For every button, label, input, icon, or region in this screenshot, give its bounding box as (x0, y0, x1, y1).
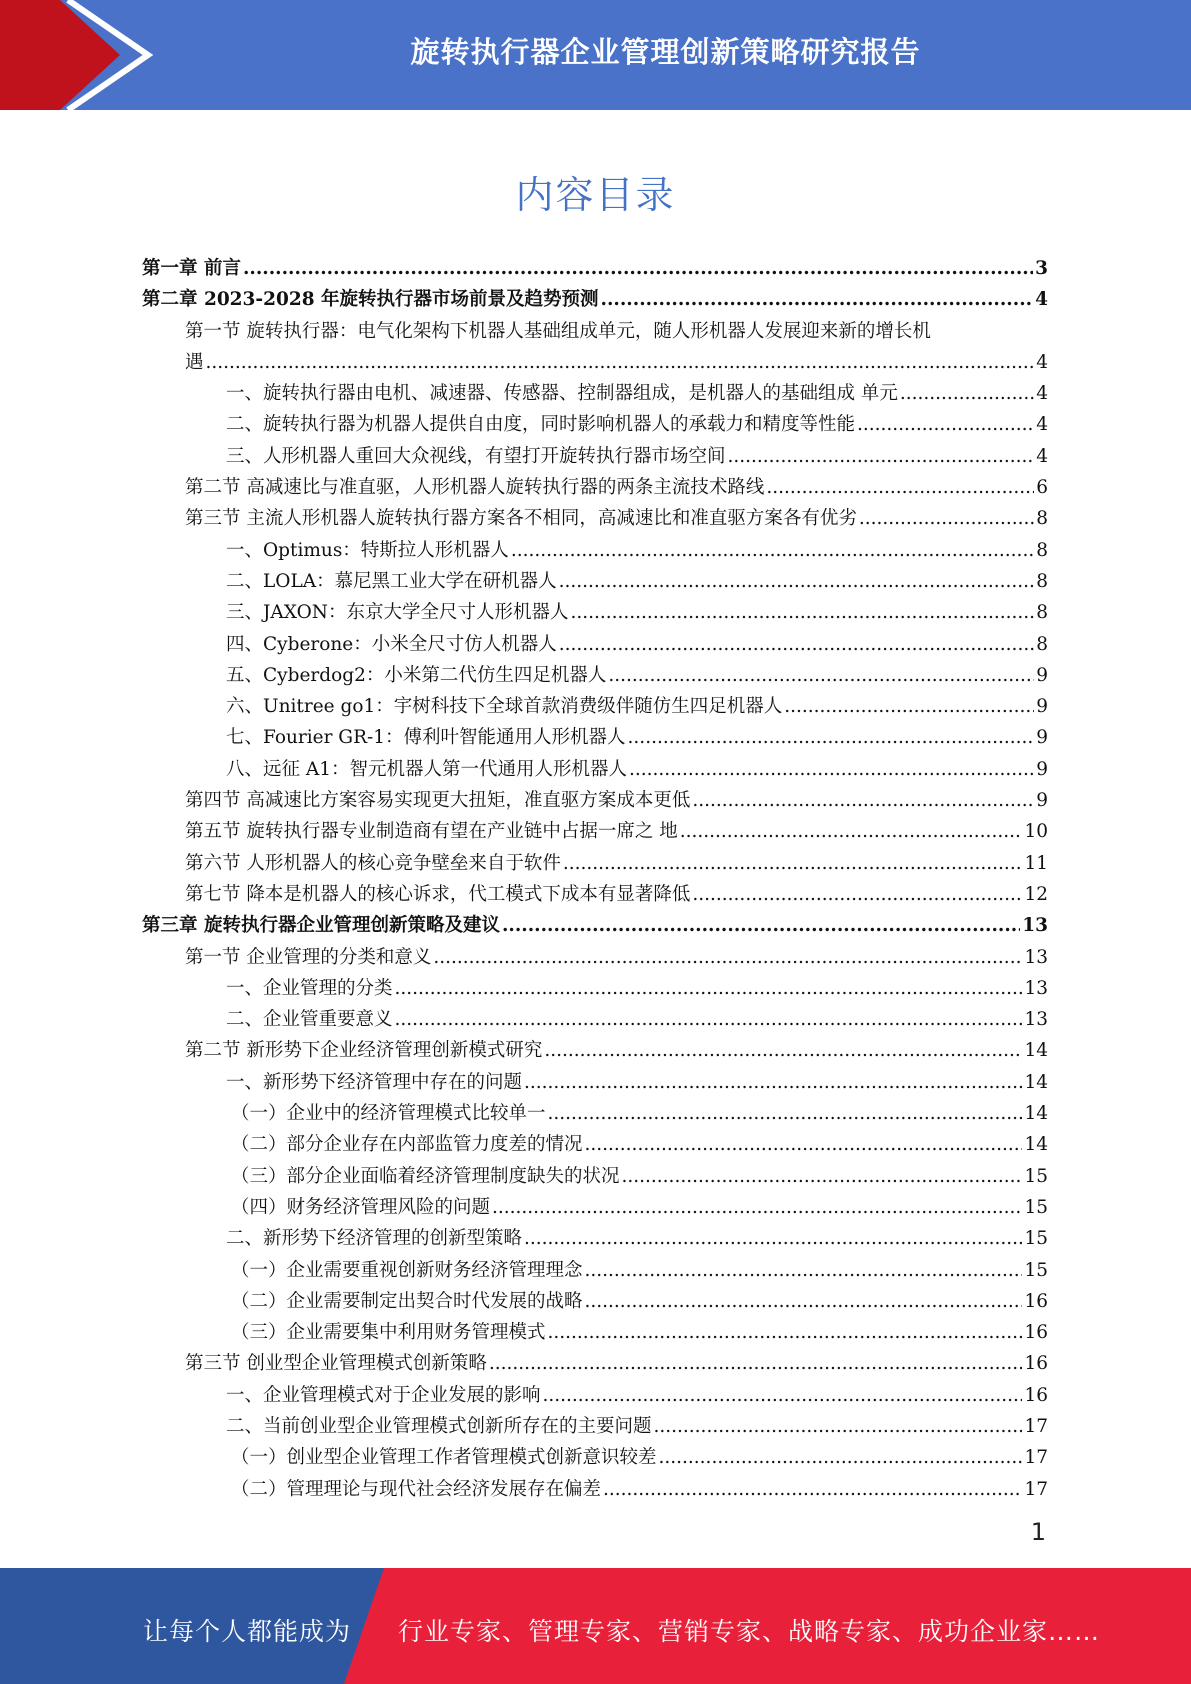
page-number: 1 (1030, 1518, 1046, 1546)
dot-leader (659, 1442, 1023, 1473)
toc-entry-page: 12 (1024, 883, 1048, 905)
dot-leader (654, 1411, 1023, 1442)
toc-entry-page: 16 (1024, 1353, 1048, 1375)
toc-entry-page: 9 (1036, 790, 1048, 812)
toc-entry-page: 13 (1024, 977, 1048, 999)
toc-entry-text: 二、LOLA：慕尼黑工业大学在研机器人 (226, 570, 557, 592)
toc-entry[interactable] (142, 378, 1048, 409)
dot-leader (857, 409, 1034, 440)
dot-leader (601, 284, 1034, 315)
toc-entry-page: 13 (1022, 915, 1048, 937)
toc-entry-text: 二、企业管重要意义 (226, 1009, 393, 1031)
toc-entry-text: 一、旋转执行器由电机、减速器、传感器、控制器组成，是机器人的基础组成 单元 (226, 383, 898, 405)
toc-entry-text: （二）企业需要制定出契合时代发展的战略 (231, 1290, 583, 1312)
dot-leader (622, 1161, 1023, 1192)
toc-entry[interactable] (142, 879, 1048, 910)
toc-entry-text: 一、企业管理模式对于企业发展的影响 (226, 1384, 541, 1406)
toc-entry-page: 4 (1036, 445, 1048, 467)
toc-entry[interactable] (142, 1317, 1048, 1348)
toc-entry-text: 一、新形势下经济管理中存在的问题 (226, 1071, 523, 1093)
toc-entry[interactable] (142, 848, 1048, 879)
toc-entry-page: 13 (1024, 1009, 1048, 1031)
toc-entry-text: 七、Fourier GR-1：傅利叶智能通用人形机器人 (226, 727, 626, 749)
toc-entry-page: 14 (1024, 1071, 1048, 1093)
dot-leader (524, 1223, 1022, 1254)
toc-entry[interactable] (142, 816, 1048, 847)
dot-leader (511, 535, 1034, 566)
toc-entry[interactable] (142, 441, 1048, 472)
dot-leader (859, 503, 1034, 534)
toc-entry-page: 4 (1036, 351, 1048, 373)
dot-leader (692, 879, 1022, 910)
toc-entry-page: 4 (1036, 383, 1048, 405)
toc-entry-text: 第一节 企业管理的分类和意义 (185, 946, 432, 968)
toc-entry[interactable] (142, 1380, 1048, 1411)
toc-entry-text: （四）财务经济管理风险的问题 (231, 1196, 491, 1218)
toc-entry-page: 17 (1024, 1478, 1048, 1500)
toc-entry-text: 六、Unitree go1：宇树科技下全球首款消费级伴随仿生四足机器人 (226, 696, 783, 718)
toc-entry[interactable] (142, 597, 1048, 628)
toc-entry[interactable] (142, 942, 1048, 973)
toc-entry[interactable] (142, 1161, 1048, 1192)
toc-entry-text: 三、JAXON：东京大学全尺寸人形机器人 (226, 602, 569, 624)
dot-leader (502, 910, 1020, 941)
toc-entry[interactable] (142, 629, 1048, 660)
toc-entry[interactable] (142, 1223, 1048, 1254)
dot-leader (900, 378, 1034, 409)
toc-entry-page: 8 (1036, 570, 1048, 592)
toc-entry-text: 三、人形机器人重回大众视线，有望打开旋转执行器市场空间 (226, 445, 726, 467)
toc-entry-text-continued: 遇 (185, 351, 204, 373)
toc-entry-text: 第五节 旋转执行器专业制造商有望在产业链中占据一席之 地 (185, 821, 678, 843)
toc-entry[interactable] (142, 1348, 1048, 1379)
toc-entry[interactable] (142, 722, 1048, 753)
toc-entry-page: 17 (1024, 1447, 1048, 1469)
toc-entry[interactable] (142, 1004, 1048, 1035)
dot-leader (433, 942, 1022, 973)
toc-entry-page: 4 (1035, 289, 1048, 311)
toc-entry-page: 10 (1024, 821, 1048, 843)
toc-entry-text: （二）管理理论与现代社会经济发展存在偏差 (231, 1478, 602, 1500)
toc-entry-page: 8 (1036, 633, 1048, 655)
toc-entry-page: 8 (1036, 508, 1048, 530)
dot-leader (603, 1474, 1022, 1505)
toc-entry-text: 四、Cyberone：小米全尺寸仿人机器人 (226, 633, 557, 655)
toc-title: 内容目录 (515, 173, 676, 217)
toc-entry[interactable] (142, 754, 1048, 785)
toc-entry-text: 二、新形势下经济管理的创新型策略 (226, 1228, 523, 1250)
table-of-contents (142, 253, 1048, 1505)
toc-entry-page: 4 (1036, 414, 1048, 436)
toc-entry-text: 第二章 2023-2028 年旋转执行器市场前景及趋势预测 (142, 289, 599, 311)
dot-leader (608, 660, 1034, 691)
toc-chapter-entry[interactable] (142, 253, 1048, 284)
toc-entry-text: 五、Cyberdog2：小米第二代仿生四足机器人 (226, 664, 607, 686)
dot-leader (395, 973, 1023, 1004)
dot-leader (563, 848, 1023, 879)
toc-entry[interactable] (142, 566, 1048, 597)
dot-leader (559, 629, 1034, 660)
dot-leader (548, 1317, 1023, 1348)
toc-entry-page: 9 (1036, 758, 1048, 780)
toc-entry-page: 15 (1024, 1165, 1048, 1187)
toc-entry-text: （二）部分企业存在内部监管力度差的情况 (231, 1134, 583, 1156)
toc-entry[interactable] (142, 472, 1048, 503)
dot-leader (728, 441, 1035, 472)
toc-entry-text: 第三节 主流人形机器人旋转执行器方案各不相同，高减速比和准直驱方案各有优劣 (185, 508, 857, 530)
toc-entry-text: 第一节 旋转执行器：电气化架构下机器人基础组成单元，随人形机器人发展迎来新的增长机 (185, 320, 931, 342)
toc-entry[interactable] (142, 691, 1048, 722)
toc-entry-text: 一、Optimus：特斯拉人形机器人 (226, 539, 509, 561)
toc-entry-text: 第三章 旋转执行器企业管理创新策略及建议 (142, 915, 500, 937)
toc-entry-text: （三）部分企业面临着经济管理制度缺失的状况 (231, 1165, 620, 1187)
toc-entry[interactable] (142, 1442, 1048, 1473)
toc-entry[interactable] (142, 973, 1048, 1004)
toc-entry[interactable] (142, 1474, 1048, 1505)
toc-entry[interactable] (142, 1411, 1048, 1442)
toc-entry-page: 11 (1024, 852, 1048, 874)
toc-entry[interactable] (142, 1035, 1048, 1066)
header-banner (0, 0, 1191, 110)
toc-entry[interactable] (142, 785, 1048, 816)
toc-entry-text: 第三节 创业型企业管理模式创新策略 (185, 1353, 487, 1375)
toc-entry-text: 第二节 新形势下企业经济管理创新模式研究 (185, 1040, 543, 1062)
toc-entry-text: （一）企业中的经济管理模式比较单一 (231, 1103, 546, 1125)
toc-entry-page: 14 (1024, 1134, 1048, 1156)
dot-leader (524, 1067, 1022, 1098)
header-title: 旋转执行器企业管理创新策略研究报告 (410, 35, 921, 69)
dot-leader (489, 1348, 1023, 1379)
dot-leader (629, 754, 1034, 785)
dot-leader (585, 1286, 1023, 1317)
toc-entry[interactable] (142, 1067, 1048, 1098)
toc-entry-page: 8 (1036, 539, 1048, 561)
toc-entry-text: 八、远征 A1：智元机器人第一代通用人形机器人 (226, 758, 628, 780)
toc-chapter-entry[interactable] (142, 910, 1048, 941)
dot-leader (543, 1380, 1023, 1411)
toc-entry-page: 16 (1024, 1290, 1048, 1312)
toc-entry[interactable] (142, 409, 1048, 440)
toc-entry-text: 第六节 人形机器人的核心竞争壁垒来自于软件 (185, 852, 561, 874)
toc-entry[interactable] (142, 316, 1048, 379)
toc-entry[interactable] (142, 1192, 1048, 1223)
toc-entry-page: 14 (1024, 1040, 1048, 1062)
toc-entry-page: 3 (1035, 258, 1048, 279)
dot-leader (570, 597, 1034, 628)
dot-leader (585, 1255, 1023, 1286)
toc-entry-text: （三）企业需要集中利用财务管理模式 (231, 1322, 546, 1344)
toc-entry[interactable] (142, 1255, 1048, 1286)
toc-entry-page: 16 (1024, 1322, 1048, 1344)
dot-leader (492, 1192, 1022, 1223)
dot-leader (784, 691, 1034, 722)
toc-chapter-entry[interactable] (142, 284, 1048, 315)
toc-entry-text: 第七节 降本是机器人的核心诉求，代工模式下成本有显著降低 (185, 883, 691, 905)
toc-entry[interactable] (142, 1129, 1048, 1160)
toc-entry-page: 15 (1024, 1259, 1048, 1281)
dot-leader (692, 785, 1034, 816)
dot-leader (395, 1004, 1023, 1035)
dot-leader (585, 1129, 1023, 1160)
toc-entry-text: 第一章 前言 (142, 258, 241, 279)
toc-entry-page: 14 (1024, 1103, 1048, 1125)
toc-entry-page: 9 (1036, 727, 1048, 749)
dot-leader (628, 722, 1035, 753)
toc-entry-page: 15 (1024, 1196, 1048, 1218)
toc-entry-page: 6 (1036, 477, 1048, 499)
toc-entry[interactable] (142, 535, 1048, 566)
toc-entry-page: 13 (1024, 946, 1048, 968)
dot-leader (766, 472, 1034, 503)
dot-leader (680, 816, 1023, 847)
toc-entry[interactable] (142, 503, 1048, 534)
footer-banner (0, 1568, 1191, 1684)
toc-entry-page: 15 (1024, 1228, 1048, 1250)
dot-leader (544, 1035, 1022, 1066)
toc-entry-text: 二、当前创业型企业管理模式创新所存在的主要问题 (226, 1415, 652, 1437)
dot-leader (243, 253, 1033, 284)
toc-entry-page: 8 (1036, 602, 1048, 624)
dot-leader (548, 1098, 1023, 1129)
dot-leader (206, 347, 1035, 378)
toc-entry-text: （一）企业需要重视创新财务经济管理理念 (231, 1259, 583, 1281)
footer-slogan-left: 让每个人都能成为 (143, 1617, 352, 1646)
toc-entry[interactable] (142, 660, 1048, 691)
toc-entry-text: 第四节 高减速比方案容易实现更大扭矩，准直驱方案成本更低 (185, 790, 691, 812)
toc-entry-page: 9 (1036, 696, 1048, 718)
toc-entry-text: 一、企业管理的分类 (226, 977, 393, 999)
toc-entry-page: 17 (1024, 1415, 1048, 1437)
toc-entry-page: 9 (1036, 664, 1048, 686)
dot-leader (559, 566, 1035, 597)
toc-entry-text: 第二节 高减速比与准直驱，人形机器人旋转执行器的两条主流技术路线 (185, 477, 765, 499)
toc-entry-page: 16 (1024, 1384, 1048, 1406)
footer-slogan-right: 行业专家、管理专家、营销专家、战略专家、成功企业家…… (398, 1617, 1101, 1646)
toc-entry[interactable] (142, 1286, 1048, 1317)
toc-entry-text: 二、旋转执行器为机器人提供自由度，同时影响机器人的承载力和精度等性能 (226, 414, 856, 436)
toc-entry-text: （一）创业型企业管理工作者管理模式创新意识较差 (231, 1447, 657, 1469)
toc-entry[interactable] (142, 1098, 1048, 1129)
